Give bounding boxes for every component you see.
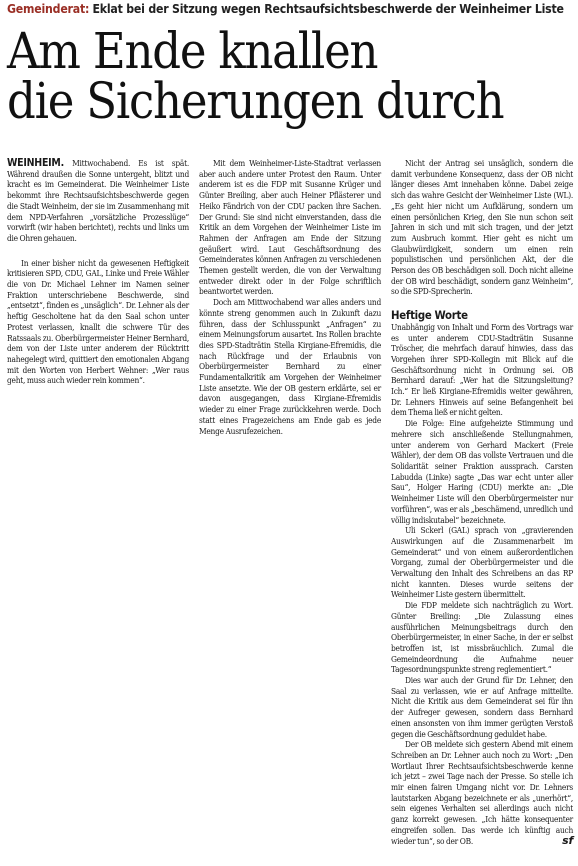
paragraph-10: Dies war auch der Grund für Dr. Lehner, den Saal zu verlassen, wie er auf Anfrage mitteilte. Nicht die Kritik aus dem Gemeinderat sei für ihn der Aufreger gewesen, sondern dass Bernhard einen ansonsten von ihm immer gerügten Verstoß gegen die Geschäftsordnung geduldet habe. xyxy=(391,675,573,739)
article-body xyxy=(7,158,573,858)
headline xyxy=(7,22,573,130)
headline-line-1: Am Ende knallen xyxy=(7,22,378,80)
paragraph-6: Unabhängig von Inhalt und Form des Vortrags war es unter anderem CDU-Stadträtin Susanne Tröscher, die mehrfach darauf hinwies, dass das Vorgehen ihrer SPD-Kollegin mit Blick auf die Geschäftsordnung nicht in Ordnung sei. OB Bernhard darauf: „Wer hat die Sitzungsleitung? Ich.“ Er ließ Kirgiane-Efremidis weiter gewähren, Dr. Lehners Hinweis auf seine Befangenheit bei dem Thema ließ er nicht gelten. xyxy=(391,321,573,418)
paragraph-11: Der OB meldete sich gestern Abend mit einem Schreiben an Dr. Lehner auch noch zu Wort: „Den Wortlaut Ihrer Rechtsaufsichtsbeschwerde kenne ich jetzt – zwei Tage nach der Presse. So stelle ich mir einen fairen Umgang nicht vor. Dr. Lehners lautstarken Abgang bezeichnete er als „unerhört“, sein eigenes Verhalten sei allerdings auch nicht ganz korrekt gewesen. „Ich hätte konsequenter eingreifen sollen. Das werde ich künftig auch wieder tun“, so der OB. sf xyxy=(391,739,573,847)
paragraph-2: In einer bisher nicht da gewesenen Heftigkeit kritisieren SPD, CDU, GAL, Linke und Freie Wähler die von Dr. Michael Lehner im Namen seiner Fraktion unterschriebene Beschwerde, sind „entsetzt“, finden es „unsäglich“. Dr. Lehner als der heftig Gescholtene hat da den Saal schon unter Protest verlassen, knallt die schwere Tür des Ratssaals zu. Oberbürgermeister Heiner Bernhard, dem von der Liste unter anderem der Rücktritt nahegelegt wird, quittiert den emotionalen Abgang mit den Worten von Herbert Wehner: „Wer raus geht, muss auch wieder rein kommen“. xyxy=(7,257,189,386)
paragraph-9: Die FDP meldete sich nachträglich zu Wort. Günter Breiling: „Die Zulassung eines ausführlichen Meinungsbeitrags durch den Oberbürgermeister, in einer Sache, in der er selbst betroffen ist, ist missbräuchlich. Zumal die Gemeindeordnung die Aufnahme neuer Tagesordnungspunkte streng reglementiert.“ xyxy=(391,600,573,675)
paragraph-4: Doch am Mittwochabend war alles anders und könnte streng genommen auch in Zukunft dazu führen, dass der Schlusspunkt „Anfragen“ zu einem Meinungsforum ausartet. Ins Rollen brachte dies SPD-Stadträtin Stella Kirgiane-Efremidis, die nach Rückfrage und der Erlaubnis von Oberbürgermeister Bernhard zu einer Fundamentalkritik am Vorgehen der Weinheimer Liste ansetzte. Wie der OB gestern erklärte, sei er davon ausgegangen, dass Kirgiane-Efremidis wieder zu einer Frage zurückkehren werde. Doch statt eines Fragezeichens am Ende gab es jede Menge Ausrufezeichen. xyxy=(199,297,381,436)
column-1 xyxy=(7,158,189,386)
column-2 xyxy=(199,158,381,436)
paragraph-1: WEINHEIM. Mittwochabend. Es ist spät. Während draußen die Sonne untergeht, blitzt und kracht es im Gemeinderat. Die Weinheimer Liste bekommt ihre Rechtsaufsichtsbeschwerde gegen die Stadt Weinheim, der sie im Zusammenhang mit dem NPD-Verfahren „vorsätzliche Prozesslüge“ vorwirft (wir haben berichtet), rechts und links um die Ohren gehauen. xyxy=(7,157,189,243)
paragraph-8: Uli Sckerl (GAL) sprach von „gravierenden Auswirkungen auf die Zusammenarbeit im Gemeinderat“ und von einem außerordentlichen Vorgang, zumal der Oberbürgermeister und die Verwaltung den Inhalt des Schreibens an das RP nicht kannten. Dieses wurde seitens der Weinheimer Liste gestern übermittelt. xyxy=(391,525,573,600)
paragraph-7: Die Folge: Eine aufgeheizte Stimmung und mehrere sich anschließende Stellungnahmen, unter anderem von Gerhard Mackert (Freie Wähler), der dem OB das vollste Vertrauen und die Solidarität seiner Fraktion aussprach. Carsten Labudda (Linke) sagte „Das war echt unter aller Sau“, Holger Haring (CDU) merkte an: „Die Weinheimer Liste will den Oberbürgermeister nur vorführen“, was er als „beschämend, unredlich und völlig indiskutabel“ bezeichnete. xyxy=(391,418,573,525)
kicker-keyword: Gemeinderat: xyxy=(7,2,90,16)
paragraph-5: Nicht der Antrag sei unsäglich, sondern die damit verbundene Konsequenz, dass der OB nicht länger dieses Amt innehaben könne. Dabei zeige sich das wahre Gesicht der Weinheimer Liste (WL). „Es geht hier nicht um Aufklärung, sondern um einen persönlichen Krieg, den Sie nun schon seit Jahren in sich und mit sich tragen, und der jetzt zum Ausbruch kommt. Hier geht es nicht um Glaubwürdigkeit, sondern um einen rein populistischen und persönlichen Akt, der die Person des OB beschädigen soll. Doch nicht alleine der OB wird beschädigt, sondern ganz Weinheim“, so die SPD-Sprecherin. xyxy=(391,158,573,297)
column-3 xyxy=(391,158,573,846)
author-initials: sf xyxy=(562,833,573,847)
paragraph-3: Mit dem Weinheimer-Liste-Stadtrat verlassen aber auch andere unter Protest den Raum. Unter anderem ist es die FDP mit Susanne Krüger und Günter Breiling, aber auch Heiner Pflästerer und Heiko Fändrich von der CDU packen ihre Sachen. Der Grund: Sie sind nicht einverstanden, dass die Kritik an dem Vorgehen der Weinheimer Liste im Rahmen der Anfragen am Ende der Sitzung geäußert wird. Laut Geschäftsordnung des Gemeinderates können Anfragen zu verschiedenen Themen gestellt werden, die von der Verwaltung entweder direkt oder in der Folge schriftlich beantwortet werden. xyxy=(199,158,381,297)
subheading: Heftige Worte xyxy=(391,309,468,323)
kicker-text: Eklat bei der Sitzung wegen Rechtsaufsichtsbeschwerde der Weinheimer Liste xyxy=(92,2,564,16)
dateline: WEINHEIM. xyxy=(7,157,64,169)
kicker xyxy=(7,2,571,17)
headline-line-2: die Sicherungen durch xyxy=(7,72,504,130)
